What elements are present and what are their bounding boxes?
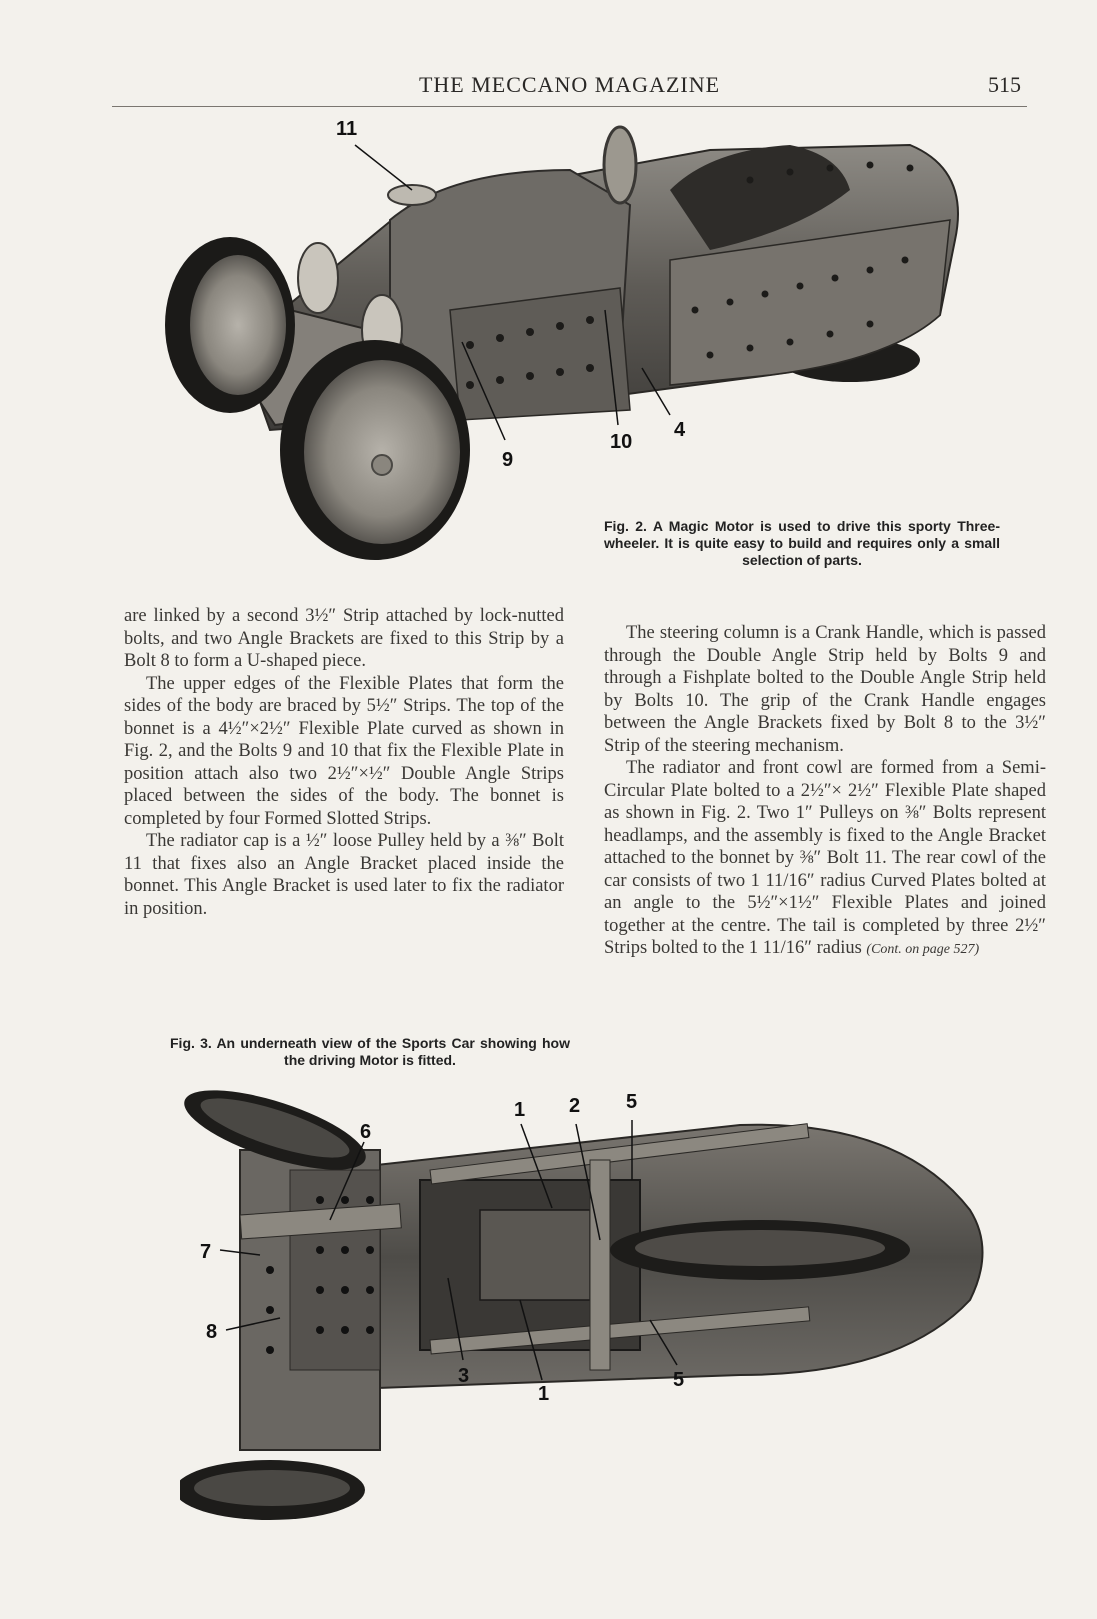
page-header	[112, 72, 1027, 100]
fig3-callout-1b: 1	[538, 1383, 550, 1405]
left-paragraph-1: are linked by a second 3½″ Strip attached by lock-nutted bolts, and two Angle Brackets are fixed to this Strip by a Bolt 8 to form a U-shaped piece.	[124, 606, 564, 671]
fig2-callout-9: 9	[502, 449, 514, 471]
fig3-callout-2: 2	[569, 1095, 581, 1117]
right-paragraph-2	[604, 757, 1046, 962]
fig2-photo	[150, 110, 1000, 580]
fig2-callout-11: 11	[336, 118, 358, 140]
fig3-callout-8: 8	[206, 1321, 218, 1343]
fig3-callout-5: 5	[626, 1091, 638, 1113]
fig2-caption: Fig. 2. A Magic Motor is used to drive this sporty Three-wheeler. It is quite easy to build and requires only a small selection of parts.	[604, 518, 1000, 568]
fig3-callout-6: 6	[360, 1121, 372, 1143]
right-column	[604, 622, 1046, 962]
fig3-callout-5b: 5	[673, 1369, 685, 1391]
right-paragraph-1: The steering column is a Crank Handle, which is passed through the Double Angle Strip held by Bolts 9 and through a Fishplate bolted to the Double Angle Strip held by Bolts 10. The grip of the Crank Handle engages between the Angle Brackets fixed by Bolt 8 to the 3½″ Strip of the steering mechanism.	[604, 623, 1046, 756]
fig3-callout-1: 1	[514, 1099, 526, 1121]
header-rule	[112, 106, 1027, 107]
left-paragraph-3: The radiator cap is a ½″ loose Pulley held by a ⅜″ Bolt 11 that fixes also an Angle Bracket placed inside the bonnet. This Angle Bracket is used later to fix the radiator in position.	[124, 831, 564, 919]
fig2-callout-4: 4	[674, 419, 686, 441]
left-paragraph-2: The upper edges of the Flexible Plates that form the sides of the body are braced by 5½″ Strips. The top of the bonnet is a 4½″×2½″ Flexible Plate curved as shown in Fig. 2, and the Bolts 9 and 10 that fix the Flexible Plate in position attach also two 2½″×½″ Double Angle Strips placed between the sides of the body. The bonnet is completed by four Formed Slotted Strips.	[124, 673, 564, 829]
fig3-callout-3: 3	[458, 1365, 470, 1387]
page-number: 515	[988, 72, 1021, 97]
left-column	[124, 605, 564, 920]
fig3-photo	[180, 1090, 1010, 1530]
fig2-callout-10: 10	[610, 431, 633, 453]
fig3-callout-7: 7	[200, 1241, 212, 1263]
right-paragraph-2-text: The radiator and front cowl are formed from a Semi-Circular Plate bolted to a 2½″× 2½″ Flexible Plate shaped as shown in Fig. 2. Two 1″ Pulleys on ⅜″ Bolts represent headlamps, and the assembly is fixed to the Angle Bracket attached to the bonnet by ⅜″ Bolt 11. The rear cowl of the car consists of two 1 11/16″ radius Curved Plates bolted at an angle to the 5½″×1½″ Flexible Plates and joined together at the centre. The tail is completed by three 2½″ Strips bolted to the 1 11/16″ radius	[604, 758, 1046, 958]
continued-note: (Cont. on page 527)	[866, 942, 980, 957]
magazine-title: THE MECCANO MAGAZINE	[418, 72, 721, 97]
fig3-caption: Fig. 3. An underneath view of the Sports Car showing how the driving Motor is fitted.	[170, 1035, 570, 1068]
